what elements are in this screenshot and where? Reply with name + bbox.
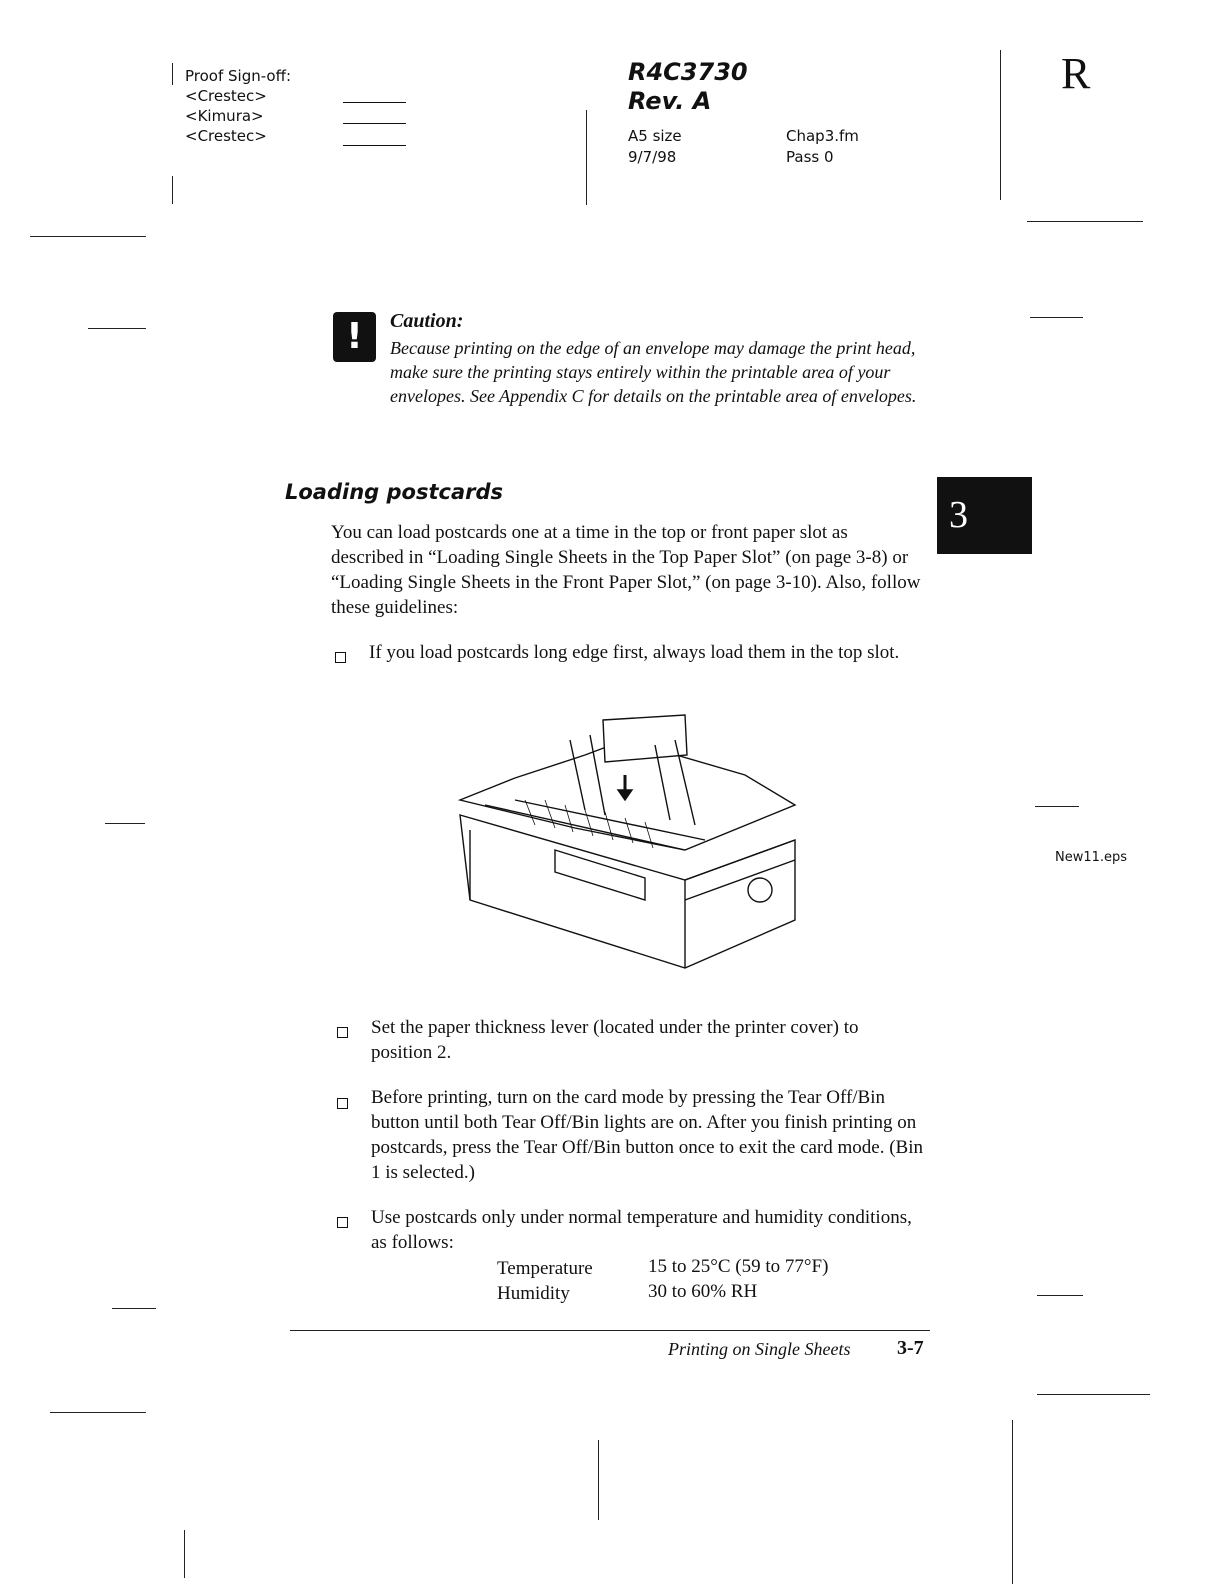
signature-line: [343, 123, 406, 124]
list-item: Before printing, turn on the card mode by pressing the Tear Off/Bin button until both Tear Off/Bin lights are on. After you finish printing on postcards, press the Tear Off/Bin button once to exit the card mode. (Bin 1 is selected.): [371, 1087, 924, 1183]
crop-mark: [1037, 1295, 1083, 1296]
list-item: If you load postcards long edge first, always load them in the top slot.: [369, 642, 900, 663]
document-id: [628, 58, 748, 116]
signature-line: [343, 145, 406, 146]
crop-mark: [105, 823, 145, 824]
footer-title: Printing on Single Sheets: [668, 1339, 851, 1359]
condition-value: 15 to 25°C (59 to 77°F): [648, 1256, 829, 1277]
crop-mark: [586, 110, 587, 205]
meta-left: [628, 126, 682, 168]
crop-mark: [88, 328, 146, 329]
condition-label: Temperature: [497, 1258, 593, 1279]
checkbox-bullet-icon: [337, 1217, 348, 1228]
revision: Rev. A: [628, 87, 712, 115]
crop-mark: [30, 236, 146, 237]
corner-letter: R: [1061, 49, 1091, 98]
proof-line: <Kimura>: [185, 107, 264, 125]
control-panel: [555, 850, 645, 900]
page-number: 3-7: [897, 1337, 924, 1359]
checkbox-bullet-icon: [337, 1027, 348, 1038]
printer-illustration: [455, 700, 800, 985]
meta-right: [786, 126, 859, 168]
crop-mark: [1000, 50, 1001, 200]
proof-line: <Crestec>: [185, 127, 267, 145]
crop-mark: [1037, 1394, 1150, 1395]
crop-mark: [1012, 1420, 1013, 1584]
proof-line: <Crestec>: [185, 87, 267, 105]
chapter-tab: 3: [937, 477, 1032, 554]
crop-mark: [1027, 221, 1143, 222]
list-item: Set the paper thickness lever (located under the printer cover) to position 2.: [371, 1017, 859, 1063]
proof-line: Proof Sign-off:: [185, 67, 291, 85]
list-item: Use postcards only under normal temperature and humidity conditions, as follows:: [371, 1207, 912, 1253]
condition-label: Humidity: [497, 1283, 570, 1304]
page-size: A5 size: [628, 127, 682, 145]
caution-body: Because printing on the edge of an envelope may damage the print head, make sure the printing stays entirely within the printable area of your envelopes. See Appendix C for details on the printable area of envelopes.: [390, 338, 917, 406]
crop-mark: [172, 63, 173, 85]
knob: [748, 878, 772, 902]
crop-mark: [1030, 317, 1083, 318]
illustration-filename: New11.eps: [1055, 850, 1128, 865]
date: 9/7/98: [628, 148, 677, 166]
intro-paragraph: You can load postcards one at a time in the top or front paper slot as described in “Loading Single Sheets in the Top Paper Slot” (on page 3-8) or “Loading Single Sheets in the Front Paper Slot,” (on page 3-10). Also, follow these guidelines:: [331, 522, 921, 618]
crop-mark: [1035, 806, 1079, 807]
crop-mark: [112, 1308, 156, 1309]
postcard: [603, 715, 687, 762]
crop-mark: [50, 1412, 146, 1413]
crop-mark: [184, 1530, 185, 1578]
section-heading: Loading postcards: [285, 480, 504, 504]
signature-line: [343, 102, 406, 103]
crop-mark: [172, 176, 173, 204]
condition-value: 30 to 60% RH: [648, 1281, 758, 1302]
crop-mark: [598, 1440, 599, 1520]
checkbox-bullet-icon: [337, 1098, 348, 1109]
checkbox-bullet-icon: [335, 652, 346, 663]
doc-code: R4C3730: [628, 58, 748, 86]
pass: Pass 0: [786, 148, 834, 166]
caution-title: Caution:: [390, 310, 464, 332]
proof-signoff: [185, 66, 291, 146]
caution-icon: !: [333, 312, 376, 362]
footer-rule: [290, 1330, 930, 1331]
file-name: Chap3.fm: [786, 127, 859, 145]
